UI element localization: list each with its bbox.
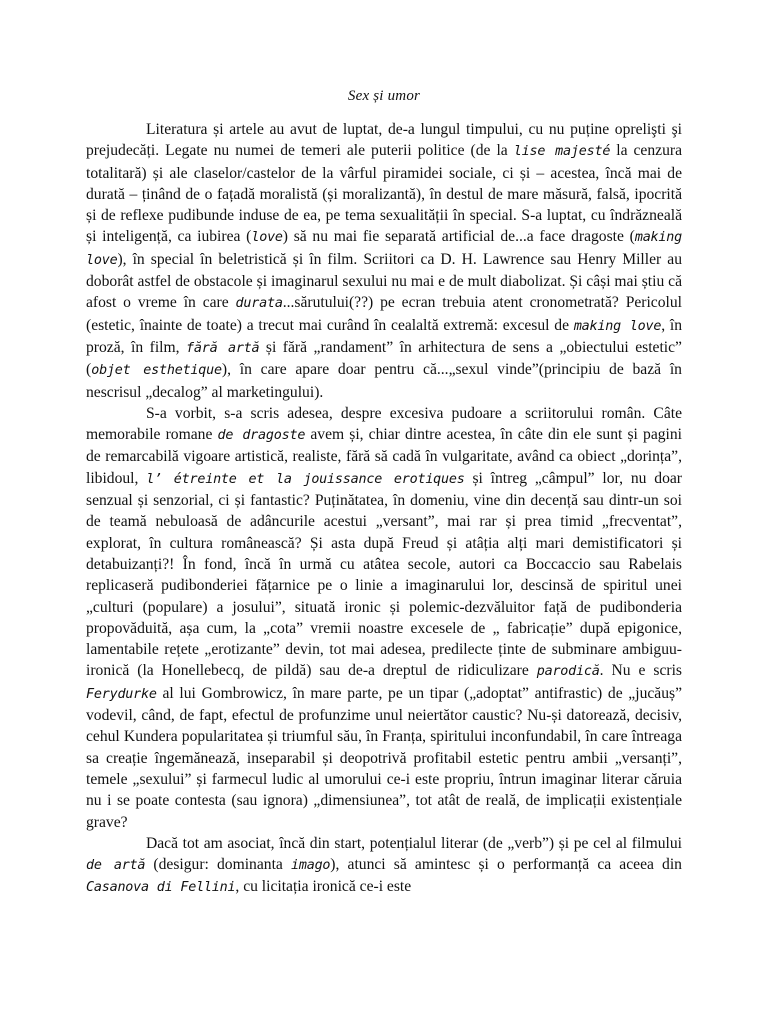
paragraph-text: ), în care apare doar pentru că...„sexul vinde”(principiu de bază în nescrisul „decalog” al marketingului). — [86, 361, 682, 401]
paragraph-text: , cu licitația ironică ce-i este — [235, 878, 412, 896]
emphasized-term: durata — [235, 296, 283, 312]
paragraph-text: S-a vorbit, s-a scris adesea, despre excesiva pudoare a scriitorului român. Câte memorabile romane — [86, 404, 682, 444]
emphasized-term: objet esthetique — [91, 363, 222, 379]
paragraph — [86, 119, 682, 403]
emphasized-term: making love — [86, 230, 682, 268]
paragraph-text: ) să nu mai fie separată artificial de...a face dragoste ( — [282, 228, 635, 246]
emphasized-term: parodică — [536, 664, 600, 680]
emphasized-term: Casanova di Fellini — [86, 880, 236, 896]
emphasized-term: de artă — [86, 858, 146, 874]
paragraph-text: ), atunci să amintesc și o performanță ca aceea din — [330, 856, 682, 874]
paragraph-text: Literatura și artele au avut de luptat, de-a lungul timpului, cu nu puține oprelişti şi prejudecăți. Legate nu numei de temeri ale puterii politice (de la — [86, 121, 682, 160]
emphasized-term: lise majesté — [513, 144, 611, 160]
emphasized-term: Ferydurke — [86, 686, 157, 702]
paragraph-text: al lui Gombrowicz, în mare parte, pe un tipar („adoptat” antifrastic) de „jucăuș” vodevil, când, de fapt, efectul de profunzime unul neiertător caustic? Nu-și datorează, decisiv, cehul Kundera popularitatea și triumful său, în Franța, spiritului inconfundabil, în care întreaga sa creație îngemănează, inseparabil și deopotrivă profitabil estetic pentru ambii „versanți”, temele „sexului” și farmecul ludic al umorului ce-i este propriu, întrun imaginar literar căruia nu i se poate contesta (sau ignora) „dimensiunea”, tot atât de reală, de implicații existențiale grave? — [86, 684, 682, 831]
paragraph-text: , în proză, în film, — [86, 316, 683, 356]
paragraph-text: ), în special în beletristică și în film. Scriitori ca D. H. Lawrence sau Henry Miller au doborât astfel de obstacole și imaginarul sexului nu mai e de mult diabolizat. Și câși mai știu că afost o vreme în care — [86, 250, 682, 312]
paragraph-text: și fără „randament” în arhitectura de sens a „obiectului estetic” ( — [86, 338, 682, 379]
emphasized-term: love — [251, 230, 283, 246]
paragraph — [86, 403, 682, 833]
document-body — [86, 119, 682, 899]
paragraph-text: la cenzura totalitară) și ale claselor/castelor de la vârful piramidei sociale, ci și – acestea, încă mai de durată – ținând de o fațadă moralistă (și moralizantă), în destul de mare măsură, falsă, ipocrită și de reflexe pudibunde induse de ea, pe tema sexualității în special. S-a luptat, cu îndrăzneală și inteligență, ca iubirea ( — [86, 142, 682, 246]
paragraph — [86, 833, 682, 899]
paragraph-text: (desigur: dominanta — [145, 856, 291, 874]
paragraph-text: și întreg „câmpul” lor, nu doar senzual și senzorial, ci și fantastic? Puținătatea, în domeniu, vine din decență sau dintr-un soi de teamă nebuloasă de adâncurile acestui „versant”, mai rar și prea timid „frecventat”, explorat, în cultura românească? Și asta după Freud și atâția alți mari demistificatori și detabuizanți?! În fond, încă în urmă cu atâtea secole, autori ca Boccaccio sau Rabelais replicaseră pudibonderiei fățarnice pe o linie a imaginarului lor, descinsă de spiritul unei „culturi (populare) a josului”, situată ironic și polemic-dezvăluitor față de pudibonderia propovăduită, așa cum, la „cota” vremii noastre excesele de „ fabricație” după epigonice, lamentabile rețete „erotizante” devin, tot mai adesea, predilecte ținte de subminare ambiguu-ironică (la Honellebecq, de pildă) sau de-a dreptul de ridiculizare — [86, 469, 682, 680]
paragraph-text: ...sărutului(??) pe ecran trebuia atent cronometrată? Pericolul (estetic, înainte de toate) a trecut mai curând în cealaltă extremă: excesul de — [86, 294, 682, 334]
paragraph-text: . Nu e scris — [599, 662, 682, 680]
emphasized-term: imago — [290, 858, 331, 874]
emphasized-term: fără artă — [186, 340, 260, 356]
emphasized-term: making love — [573, 318, 662, 334]
emphasized-term: l’ étreinte et la jouissance erotiques — [146, 471, 465, 487]
paragraph-text: Dacă tot am asociat, încă din start, potențialul literar (de „verb”) și pe cel al filmului — [146, 834, 682, 852]
emphasized-term: de dragoste — [217, 428, 306, 444]
document-title: Sex și umor — [347, 88, 421, 104]
paragraph-text: avem și, chiar dintre acestea, în câte din ele sunt și pagini de remarcabilă vigoare artistică, realiste, fără să cadă în vulgaritate, având ca obiect „dorința”, libidoul, — [86, 426, 682, 487]
